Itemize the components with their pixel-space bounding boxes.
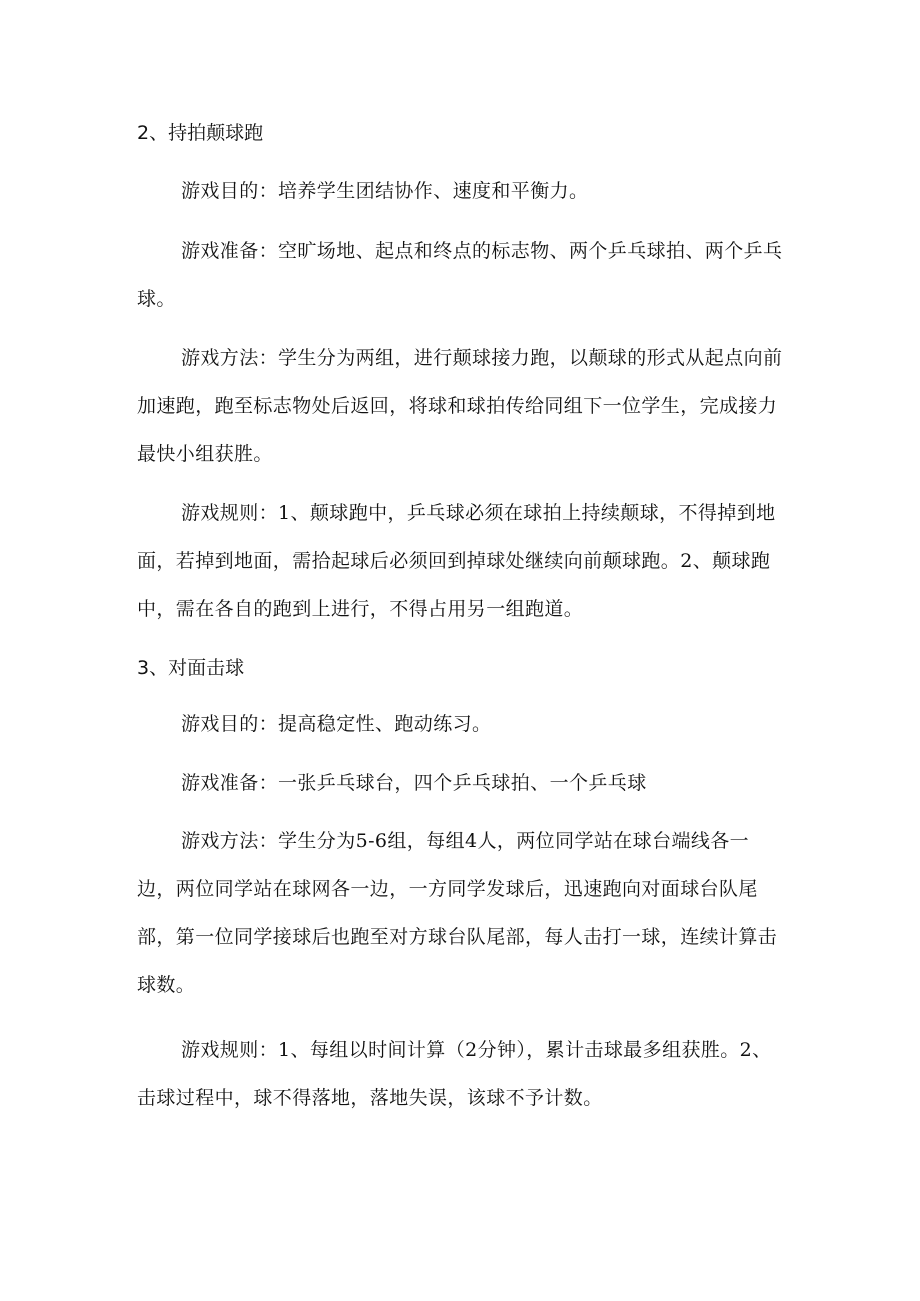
paragraph-rules: 游戏规则：1、每组以时间计算（2分钟），累计击球最多组获胜。2、击球过程中，球不得落地，落地失误，该球不予计数。: [137, 1039, 772, 1109]
section-heading: 3、对面击球: [137, 657, 245, 679]
paragraph-rules: 游戏规则：1、颠球跑中，乒乓球必须在球拍上持续颠球，不得掉到地面，若掉到地面，需拾起球后必须回到掉球处继续向前颠球跑。2、颠球跑中，需在各自的跑到上进行，不得占用另一组跑道。: [137, 502, 776, 620]
paragraph-goal: 游戏目的：提高稳定性、跑动练习。: [181, 713, 492, 735]
section-heading: 2、持拍颠球跑: [137, 122, 264, 144]
paragraph-goal: 游戏目的：培养学生团结协作、速度和平衡力。: [181, 180, 589, 202]
paragraph-preparation: 游戏准备：空旷场地、起点和终点的标志物、两个乒乓球拍、两个乒乓球。: [137, 240, 783, 310]
paragraph-method: 游戏方法：学生分为两组，进行颠球接力跑，以颠球的形式从起点向前加速跑，跑至标志物处后返回，将球和球拍传给同组下一位学生，完成接力最快小组获胜。: [137, 347, 783, 465]
paragraph-preparation: 游戏准备：一张乒乓球台，四个乒乓球拍、一个乒乓球: [181, 772, 647, 794]
paragraph-method: 游戏方法：学生分为5-6组，每组4人，两位同学站在球台端线各一边，两位同学站在球网各一边，一方同学发球后，迅速跑向对面球台队尾部，第一位同学接球后也跑至对方球台队尾部，每人击打一球，连续计算击球数。: [137, 830, 778, 996]
